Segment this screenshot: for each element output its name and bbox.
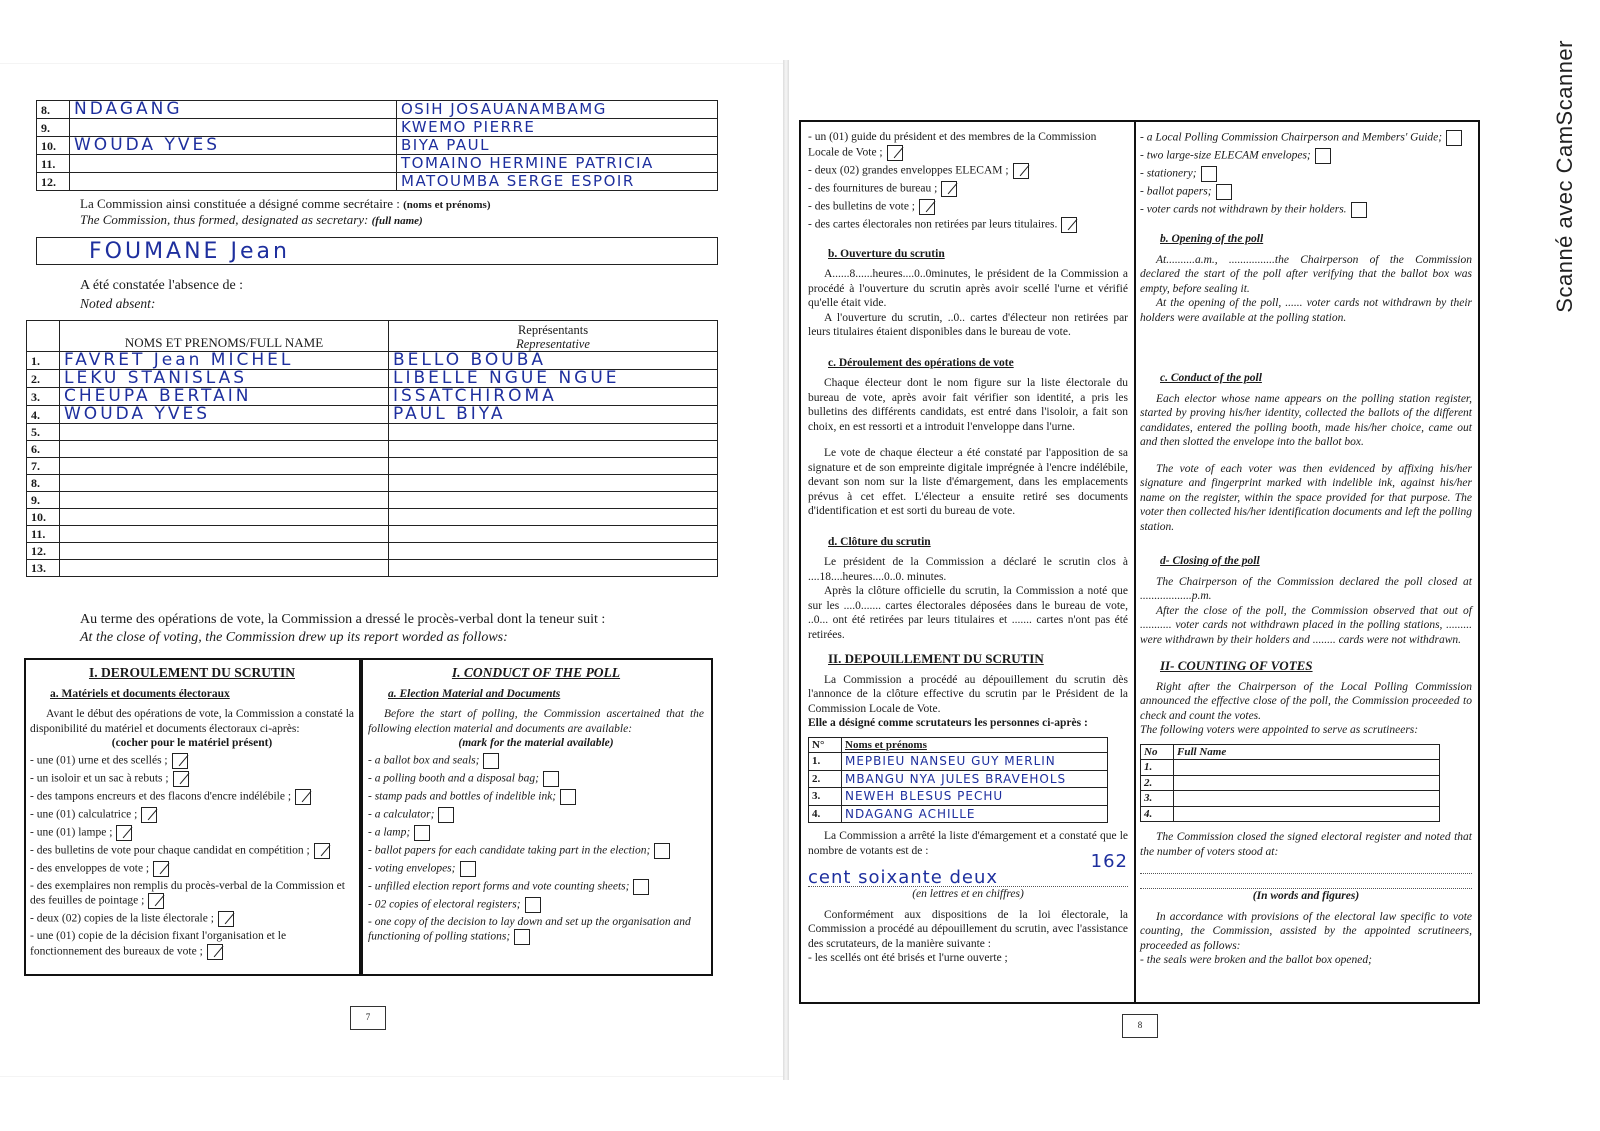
item-label: - un isoloir et un sac à rebuts ; (30, 772, 169, 785)
fr-count-text: La Commission a arrêté la liste d'émargement et a constaté que le nombre de votants est de : (808, 830, 1128, 857)
table-row (1141, 775, 1440, 791)
item-label: - 02 copies of electoral registers; (368, 898, 521, 911)
list-item (808, 163, 1128, 179)
en-counting-p: Right after the Chairperson of the Local Polling Commission announced the effective close of the poll, the Commission proceeded to check and count the votes. (1140, 680, 1472, 722)
en-subheading: a. Election Material and Documents (388, 687, 561, 700)
scrutineer-cell[interactable] (842, 805, 1108, 823)
en-heading: I. CONDUCT OF THE POLL (451, 665, 621, 680)
fr-conduct-p2: Le vote de chaque électeur a été constaté par l'apposition de sa signature et de son empreinte digitale imprégnée à l'encre indélébile, devant son nom sur la liste d'émargement, dans les emplacements prévus à cet effet. L'électeur a ensuite retiré ses documents d'identification et est sorti du bureau de vote. (808, 447, 1128, 517)
item-label: - des exemplaires non remplis du procès-verbal de la Commission et des feuilles de pointage ; (30, 879, 345, 907)
fr-closing-p1: Le président de la Commission a déclaré le scrutin clos à ....18....heures....0..0. minutes. (808, 556, 1128, 583)
col-header-number: N° (809, 737, 842, 753)
fr-opening-p1: A......8......heures....0..0minutes, le président de la Commission a procédé à l'ouverture du scrutin après avoir scellé l'urne et vérifié qu'elle était vide. (808, 268, 1128, 309)
absent-label-en: Noted absent: (80, 296, 156, 311)
scrutineer-name: MEPBIEU NANSEU GUY MERLIN (845, 754, 1056, 768)
table-row (809, 805, 1108, 823)
table-row (809, 770, 1108, 788)
checkbox[interactable] (116, 825, 132, 841)
fr-legend: (cocher pour le matériel présent) (111, 737, 273, 749)
list-item (1140, 148, 1472, 164)
absent-rep: ISSATCHIROMA (393, 386, 557, 406)
row-number: 6. (27, 441, 60, 458)
item-label: - des bulletins de vote pour chaque candidat en compétition ; (30, 844, 310, 857)
scrutineer-cell[interactable] (1174, 775, 1440, 791)
list-item (30, 911, 354, 927)
en-material-list (368, 753, 704, 946)
member-name-cell[interactable] (70, 137, 397, 155)
list-item (368, 789, 704, 805)
list-item (368, 915, 704, 946)
row-number: 12. (37, 173, 70, 191)
absent-row (27, 370, 718, 388)
row-number: 2. (27, 370, 60, 388)
item-label: - une (01) lampe ; (30, 826, 113, 839)
item-label: - two large-size ELECAM envelopes; (1140, 149, 1311, 162)
row-number: 11. (37, 155, 70, 173)
checkbox[interactable] (560, 789, 576, 805)
row-number: 10. (27, 509, 60, 526)
checkbox[interactable] (1201, 166, 1217, 182)
fr-closing-p2: Après la clôture officielle du scrutin, la Commission a noté que sur les ....0....... cartes électorales déposées dans le bureau de vote, ..0... ont été retirées par leurs titulaires et ....... cartes n'ont pas été retirées. (808, 585, 1128, 641)
absent-rep-cell[interactable] (389, 441, 718, 458)
checkbox[interactable] (460, 861, 476, 877)
item-label: - des bulletins de vote ; (808, 200, 915, 213)
absent-name-cell[interactable] (60, 509, 389, 526)
absent-name-cell[interactable] (60, 370, 389, 388)
list-item (368, 897, 704, 913)
table-header (1141, 744, 1440, 760)
list-item (30, 807, 354, 823)
absent-name-cell[interactable] (60, 424, 389, 441)
close-text-fr: Au terme des opérations de vote, la Commission a dressé le procès-verbal dont la teneur suit : (80, 612, 606, 627)
absent-rep: LIBELLE NGUE NGUE (393, 368, 620, 388)
checkbox[interactable] (1013, 163, 1029, 179)
absent-rep-cell[interactable] (389, 424, 718, 441)
item-label: - stamp pads and bottles of indelible ink; (368, 790, 557, 803)
en-intro: Before the start of polling, the Commission ascertained that the following election material and documents are available: (368, 708, 704, 735)
checkbox[interactable] (483, 753, 499, 769)
table-row (809, 753, 1108, 771)
item-label: - un (01) guide du président et des membres de la Commission Locale de Vote ; (808, 131, 1097, 159)
secretary-name: FOUMANE Jean (89, 239, 290, 264)
row-number: 7. (27, 458, 60, 475)
item-label: - deux (02) grandes enveloppes ELECAM ; (808, 164, 1009, 177)
row-number: 1. (27, 352, 60, 370)
row-number: 10. (37, 137, 70, 155)
en-closing-title: d- Closing of the poll (1160, 555, 1260, 567)
col-header-name: Noms et prénoms (842, 737, 1108, 753)
member-rep-cell[interactable] (397, 137, 718, 155)
member-name: NDAGANG (74, 99, 183, 119)
en-conduct-p1: Each elector whose name appears on the polling station register, started by proving his/her identity, collected the ballots of the different candidates, entered the polling booth, made his/her choice, came out and then slotted the envelope into the ballot box. (1140, 392, 1472, 448)
checkbox[interactable] (438, 807, 454, 823)
members-row (37, 137, 718, 155)
list-item (30, 929, 354, 960)
fr-final-item: - les scellés ont été brisés et l'urne ouverte ; (808, 952, 1008, 964)
absent-row (27, 509, 718, 526)
checkbox[interactable] (525, 897, 541, 913)
item-label: - voting envelopes; (368, 862, 456, 875)
absent-header-rep: Représentants Representative (389, 321, 718, 352)
item-label: - a ballot box and seals; (368, 754, 480, 767)
fr-count-words: cent soixante deux (808, 870, 1128, 887)
en-opening-title: b. Opening of the poll (1160, 233, 1264, 245)
en-count-line-2[interactable] (1140, 874, 1472, 889)
page-fold (783, 60, 789, 1080)
en-opening-p2: At the opening of the poll, ...... voter cards not withdrawn by their holders were available at the polling station. (1140, 297, 1472, 324)
absent-rep-cell[interactable] (389, 509, 718, 526)
fr-conduct-title: c. Déroulement des opérations de vote (828, 356, 1014, 369)
absent-name: LEKU STANISLAS (64, 368, 248, 388)
list-item (30, 825, 354, 841)
fr-opening-p2: A l'ouverture du scrutin, ..0.. cartes d'électeur non retirées par leurs titulaires étaient disponibles dans le bureau de vote. (808, 311, 1128, 338)
absent-label-fr: A été constatée l'absence de : (80, 278, 244, 293)
fr-top-list (808, 130, 1128, 233)
checkbox[interactable] (1351, 202, 1367, 218)
checkbox[interactable] (1315, 148, 1331, 164)
list-item (30, 879, 354, 910)
en-final-item: - the seals were broken and the ballot box opened; (1140, 954, 1372, 966)
checkbox[interactable] (919, 199, 935, 215)
fr-count-note: (en lettres et en chiffres) (912, 888, 1024, 900)
checkbox[interactable] (887, 145, 903, 161)
en-count-line-1[interactable] (1140, 859, 1472, 874)
absent-rep: PAUL BIYA (393, 404, 506, 424)
list-item (368, 771, 704, 787)
scrutineer-cell[interactable] (1174, 760, 1440, 776)
member-name: WOUDA YVES (74, 135, 221, 155)
row-number: 4. (27, 406, 60, 424)
checkbox[interactable] (207, 944, 223, 960)
en-closing-p2: After the close of the poll, the Commission observed that out of ........... voter cards not withdrawn placed in the polling stations, ......... were withdrawn by their holders and ........ cards were not withdrawn. (1140, 604, 1472, 646)
en-counting-title: II- COUNTING OF VOTES (1160, 658, 1313, 673)
secretary-box[interactable] (36, 237, 718, 265)
row-number: 2. (1141, 775, 1174, 791)
checkbox[interactable] (314, 843, 330, 859)
checkbox[interactable] (172, 753, 188, 769)
absent-rep-cell[interactable] (389, 526, 718, 543)
scrutineer-cell[interactable] (842, 753, 1108, 771)
fr-counting-title: II. DEPOUILLEMENT DU SCRUTIN (828, 651, 1044, 666)
list-item (368, 861, 704, 877)
item-label: - ballot papers for each candidate taking part in the election; (368, 844, 651, 857)
members-row (37, 119, 718, 137)
item-label: - deux (02) copies de la liste électorale ; (30, 912, 214, 925)
en-scrutineer-table (1140, 744, 1440, 823)
scrutineer-name: NDAGANG ACHILLE (845, 806, 976, 821)
checkbox[interactable] (295, 789, 311, 805)
close-text-en: At the close of voting, the Commission drew up its report worded as follows: (80, 630, 508, 645)
row-number: 3. (27, 388, 60, 406)
absent-row (27, 441, 718, 458)
absent-name-cell[interactable] (60, 352, 389, 370)
en-opening-p1: At..........a.m., ................the Chairperson of the Commission declared the start of the poll after verifying that the ballot box was empty, before sealing it. (1140, 253, 1472, 295)
col-header-name: Full Name (1174, 744, 1440, 760)
fr-final-p: Conformément aux dispositions de la loi électorale, la Commission a procédé au dépouillement du scrutin, avec l'assistance des scrutateurs, de la manière suivante : (808, 908, 1128, 950)
fr-count-number: 162 (1090, 851, 1128, 872)
en-count-note: (In words and figures) (1252, 890, 1360, 902)
members-row (37, 101, 718, 119)
absent-name-cell[interactable] (60, 560, 389, 577)
absent-header-name: NOMS ET PRENOMS/FULL NAME (60, 321, 389, 352)
item-label: - one copy of the decision to lay down and set up the organisation and functioning of polling stations; (368, 915, 691, 943)
item-label: - une (01) calculatrice ; (30, 808, 138, 821)
row-number: 8. (27, 475, 60, 492)
checkbox[interactable] (218, 911, 234, 927)
scrutineer-cell[interactable] (1174, 791, 1440, 807)
table-row (809, 788, 1108, 806)
row-number: 8. (37, 101, 70, 119)
list-item (30, 771, 354, 787)
absent-name: FAVRET Jean MICHEL (64, 350, 294, 370)
list-item (368, 843, 704, 859)
fr-heading: I. DEROULEMENT DU SCRUTIN (88, 665, 296, 680)
list-item (1140, 202, 1472, 218)
absent-rep-cell[interactable] (389, 458, 718, 475)
fr-intro: Avant le début des opérations de vote, la Commission a constaté la disponibilité du matériel et documents électoraux ci-après: (30, 708, 354, 735)
checkbox[interactable] (1216, 184, 1232, 200)
absent-table (26, 320, 718, 577)
absent-name-cell[interactable] (60, 492, 389, 509)
fr-counting-p: La Commission a procédé au dépouillement du scrutin dès l'annonce de la clôture effective du scrutin par le Président de la Commission Locale de Vote. (808, 673, 1128, 715)
list-item (808, 199, 1128, 215)
scrutineer-cell[interactable] (1174, 806, 1440, 822)
absent-row (27, 492, 718, 509)
absent-rep-cell[interactable] (389, 370, 718, 388)
list-item (368, 879, 704, 895)
row-number: 9. (37, 119, 70, 137)
absent-rep-cell[interactable] (389, 475, 718, 492)
absent-row (27, 526, 718, 543)
en-right-column (1140, 128, 1472, 968)
member-rep: OSIH JOSAUANAMBAMG (401, 100, 607, 118)
checkbox[interactable] (633, 879, 649, 895)
list-item (1140, 166, 1472, 182)
checkbox[interactable] (141, 807, 157, 823)
en-final-p: In accordance with provisions of the electoral law specific to vote counting, the Commission, assisted by the appointed scrutineers, proceeded as follows: (1140, 910, 1472, 952)
checkbox[interactable] (153, 861, 169, 877)
list-item (30, 789, 354, 805)
scrutineer-cell[interactable] (842, 788, 1108, 806)
item-label: - des cartes électorales non retirées par leurs titulaires. (808, 218, 1058, 231)
right-page-number: 8 (1122, 1014, 1158, 1038)
en-conduct-p2: The vote of each voter was then evidenced by affixing his/her signature and fingerprint marked with indelible ink, against his/her name on the register, within the space provided for that purpose. The voter then collected his/her identification documents and left the polling station. (1140, 462, 1472, 533)
checkbox[interactable] (414, 825, 430, 841)
item-label: - a calculator; (368, 808, 435, 821)
checkbox[interactable] (148, 893, 164, 909)
en-conduct-column (368, 666, 704, 947)
en-closing-p1: The Chairperson of the Commission declared the poll closed at ..................p.m. (1140, 575, 1472, 602)
row-number: 2. (809, 770, 842, 788)
absent-rep-cell[interactable] (389, 492, 718, 509)
list-item (30, 861, 354, 877)
absent-rep: BELLO BOUBA (393, 350, 547, 370)
absent-row (27, 424, 718, 441)
en-legend: (mark for the material available) (458, 737, 614, 749)
list-item (1140, 130, 1472, 146)
item-label: - a Local Polling Commission Chairperson and Members' Guide; (1140, 131, 1443, 144)
fr-counting-p2: Elle a désigné comme scrutateurs les personnes ci-après : (808, 717, 1088, 729)
row-number: 4. (809, 805, 842, 823)
item-label: - a polling booth and a disposal bag; (368, 772, 539, 785)
member-rep: MATOUMBA SERGE ESPOIR (401, 172, 635, 190)
table-header (809, 737, 1108, 753)
table-row (1141, 760, 1440, 776)
fr-subheading: a. Matériels et documents électoraux (50, 687, 230, 700)
absent-name: CHEUPA BERTAIN (64, 386, 252, 406)
absent-rep-cell[interactable] (389, 560, 718, 577)
member-name-cell[interactable] (70, 101, 397, 119)
list-item (808, 130, 1128, 161)
absent-name-cell[interactable] (60, 543, 389, 560)
member-rep-cell[interactable] (397, 101, 718, 119)
members-row (37, 155, 718, 173)
scrutineer-name: NEWEH BLESUS PECHU (845, 789, 1004, 803)
list-item (368, 753, 704, 769)
absent-rep-cell[interactable] (389, 406, 718, 424)
absent-name-cell[interactable] (60, 475, 389, 492)
scrutineer-cell[interactable] (842, 770, 1108, 788)
item-label: - ballot papers; (1140, 185, 1212, 198)
left-page-number: 7 (350, 1006, 386, 1030)
absent-name-cell[interactable] (60, 526, 389, 543)
checkbox[interactable] (1061, 217, 1077, 233)
absent-row (27, 560, 718, 577)
member-name-cell[interactable] (70, 173, 397, 191)
member-rep-cell[interactable] (397, 155, 718, 173)
table-row (1141, 791, 1440, 807)
row-number: 11. (27, 526, 60, 543)
item-label: - a lamp; (368, 826, 411, 839)
member-name-cell[interactable] (70, 119, 397, 137)
checkbox[interactable] (514, 929, 530, 945)
item-label: - stationery; (1140, 167, 1197, 180)
checkbox[interactable] (543, 771, 559, 787)
list-item (1140, 184, 1472, 200)
item-label: - voter cards not withdrawn by their holders. (1140, 203, 1347, 216)
item-label: - une (01) urne et des scellés ; (30, 754, 168, 767)
list-item (368, 825, 704, 841)
absent-name: WOUDA YVES (64, 404, 211, 424)
absent-row (27, 406, 718, 424)
absent-row (27, 388, 718, 406)
row-number: 9. (27, 492, 60, 509)
fr-opening-title: b. Ouverture du scrutin (828, 247, 945, 260)
member-rep: TOMAINO HERMINE PATRICIA (401, 154, 654, 172)
camscanner-watermark: Scanné avec CamScanner (1552, 40, 1577, 313)
list-item (30, 753, 354, 769)
scrutineer-name: MBANGU NYA JULES BRAVEHOLS (845, 771, 1067, 786)
absent-name-cell[interactable] (60, 406, 389, 424)
row-number: 12. (27, 543, 60, 560)
absent-rep-cell[interactable] (389, 388, 718, 406)
absent-row (27, 543, 718, 560)
members-table (36, 100, 718, 191)
list-item (368, 807, 704, 823)
row-number: 13. (27, 560, 60, 577)
absent-rep-cell[interactable] (389, 352, 718, 370)
fr-right-column (808, 128, 1128, 966)
item-label: - des tampons encreurs et des flacons d'encre indélébile ; (30, 790, 292, 803)
fr-conduct-p1: Chaque électeur dont le nom figure sur la liste électorale du bureau de vote, après avoir fait vérifier son identité, a pris les bulletins des différents candidats, est entré dans l'isoloir, a fait son choix, en est ressorti et a introduit l'enveloppe dans l'urne. (808, 377, 1128, 433)
table-row (1141, 806, 1440, 822)
en-counting-p2: The following voters were appointed to serve as scrutineers: (1140, 724, 1419, 736)
fr-material-list (30, 753, 354, 960)
member-rep-cell[interactable] (397, 173, 718, 191)
checkbox[interactable] (654, 843, 670, 859)
row-number: 4. (1141, 806, 1174, 822)
secretary-label-fr: La Commission ainsi constituée a désigné comme secrétaire : (noms et prénoms) (80, 196, 491, 211)
item-label: - unfilled election report forms and vote counting sheets; (368, 880, 630, 893)
absent-name-cell[interactable] (60, 441, 389, 458)
list-item (808, 217, 1128, 233)
row-number: 1. (1141, 760, 1174, 776)
row-number: 3. (1141, 791, 1174, 807)
absent-row (27, 458, 718, 475)
members-row (37, 173, 718, 191)
member-rep-cell[interactable] (397, 119, 718, 137)
row-number: 3. (809, 788, 842, 806)
absent-row (27, 475, 718, 492)
row-number: 1. (809, 753, 842, 771)
checkbox[interactable] (173, 771, 189, 787)
checkbox[interactable] (1446, 130, 1462, 146)
fr-scrutineer-table (808, 737, 1108, 824)
en-top-list (1140, 130, 1472, 218)
en-conduct-title: c. Conduct of the poll (1160, 372, 1262, 384)
checkbox[interactable] (941, 181, 957, 197)
absent-name-cell[interactable] (60, 458, 389, 475)
col-header-number: No (1141, 744, 1174, 760)
fr-conduct-column (30, 666, 354, 962)
secretary-label-en: The Commission, thus formed, designated as secretary: (full name) (80, 212, 423, 227)
member-rep: KWEMO PIERRE (401, 118, 536, 136)
en-count-text: The Commission closed the signed electoral register and noted that the number of voters stood at: (1140, 831, 1472, 858)
fr-closing-title: d. Clôture du scrutin (828, 535, 931, 548)
absent-row (27, 352, 718, 370)
absent-name-cell[interactable] (60, 388, 389, 406)
item-label: - une (01) copie de la décision fixant l'organisation et le fonctionnement des bureaux de vote ; (30, 930, 287, 958)
row-number: 5. (27, 424, 60, 441)
absent-rep-cell[interactable] (389, 543, 718, 560)
list-item (30, 843, 354, 859)
item-label: - des enveloppes de vote ; (30, 862, 150, 875)
list-item (808, 181, 1128, 197)
member-rep: BIYA PAUL (401, 136, 490, 154)
member-name-cell[interactable] (70, 155, 397, 173)
item-label: - des fournitures de bureau ; (808, 182, 938, 195)
